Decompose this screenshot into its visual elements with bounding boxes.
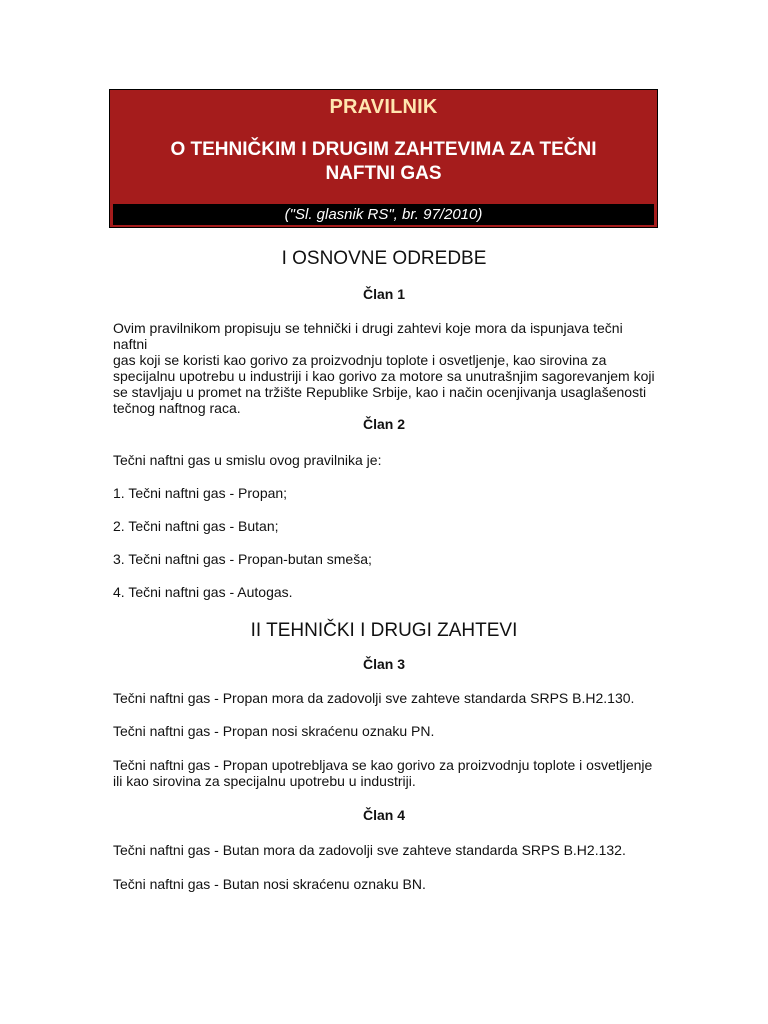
article-heading-clan-2: Član 2 bbox=[362, 416, 405, 432]
paragraph-line: ili kao sirovina za specijalnu upotrebu u industriji. bbox=[113, 773, 416, 789]
paragraph-line: se stavljaju u promet na tržište Republike Srbije, kao i način ocenjivanja usaglašenosti bbox=[113, 384, 647, 400]
article-3-paragraph: Tečni naftni gas - Propan mora da zadovolji sve zahteve standarda SRPS B.H2.130. bbox=[113, 690, 635, 706]
section-heading-tehnicki-zahtevi: II TEHNIČKI I DRUGI ZAHTEVI bbox=[250, 620, 518, 641]
list-item: 3. Tečni naftni gas - Propan-butan smeša; bbox=[113, 551, 372, 567]
article-1-paragraph bbox=[113, 320, 658, 416]
section-heading-osnovne-odredbe: I OSNOVNE ODREDBE bbox=[281, 248, 487, 269]
paragraph-line: Ovim pravilnikom propisuju se tehnički i drugi zahtevi koje mora da ispunjava tečni naftni bbox=[113, 320, 623, 352]
list-item: 4. Tečni naftni gas - Autogas. bbox=[113, 584, 293, 600]
article-heading-clan-1: Član 1 bbox=[362, 286, 405, 302]
article-heading-clan-3: Član 3 bbox=[362, 656, 405, 672]
list-item: 2. Tečni naftni gas - Butan; bbox=[113, 518, 279, 534]
article-4-paragraph: Tečni naftni gas - Butan mora da zadovolji sve zahteve standarda SRPS B.H2.132. bbox=[113, 842, 626, 858]
list-item: 1. Tečni naftni gas - Propan; bbox=[113, 485, 288, 501]
article-2-intro: Tečni naftni gas u smislu ovog pravilnika je: bbox=[113, 452, 382, 468]
article-3-paragraph: Tečni naftni gas - Propan nosi skraćenu oznaku PN. bbox=[113, 723, 435, 739]
paragraph-line: Tečni naftni gas - Propan upotrebljava se kao gorivo za proizvodnju toplote i osvetljenje bbox=[113, 757, 653, 773]
document-subtitle-line: NAFTNI GAS bbox=[325, 163, 442, 184]
paragraph-line: gas koji se koristi kao gorivo za proizvodnju toplote i osvetljenje, kao sirovina za bbox=[113, 352, 607, 368]
document-subtitle-line: O TEHNIČKIM I DRUGIM ZAHTEVIMA ZA TEČNI bbox=[170, 139, 597, 160]
document-title: PRAVILNIK bbox=[329, 96, 438, 118]
document-subtitle bbox=[120, 138, 647, 186]
article-4-paragraph: Tečni naftni gas - Butan nosi skraćenu oznaku BN. bbox=[113, 876, 426, 892]
paragraph-line: tečnog naftnog raca. bbox=[113, 400, 241, 416]
article-3-paragraph bbox=[113, 757, 658, 789]
gazette-reference: ("Sl. glasnik RS", br. 97/2010) bbox=[113, 204, 654, 225]
article-heading-clan-4: Član 4 bbox=[362, 807, 405, 823]
paragraph-line: specijalnu upotrebu u industriji i kao gorivo za motore sa unutrašnjim sagorevanjem koji bbox=[113, 368, 655, 384]
document-header bbox=[109, 89, 658, 228]
